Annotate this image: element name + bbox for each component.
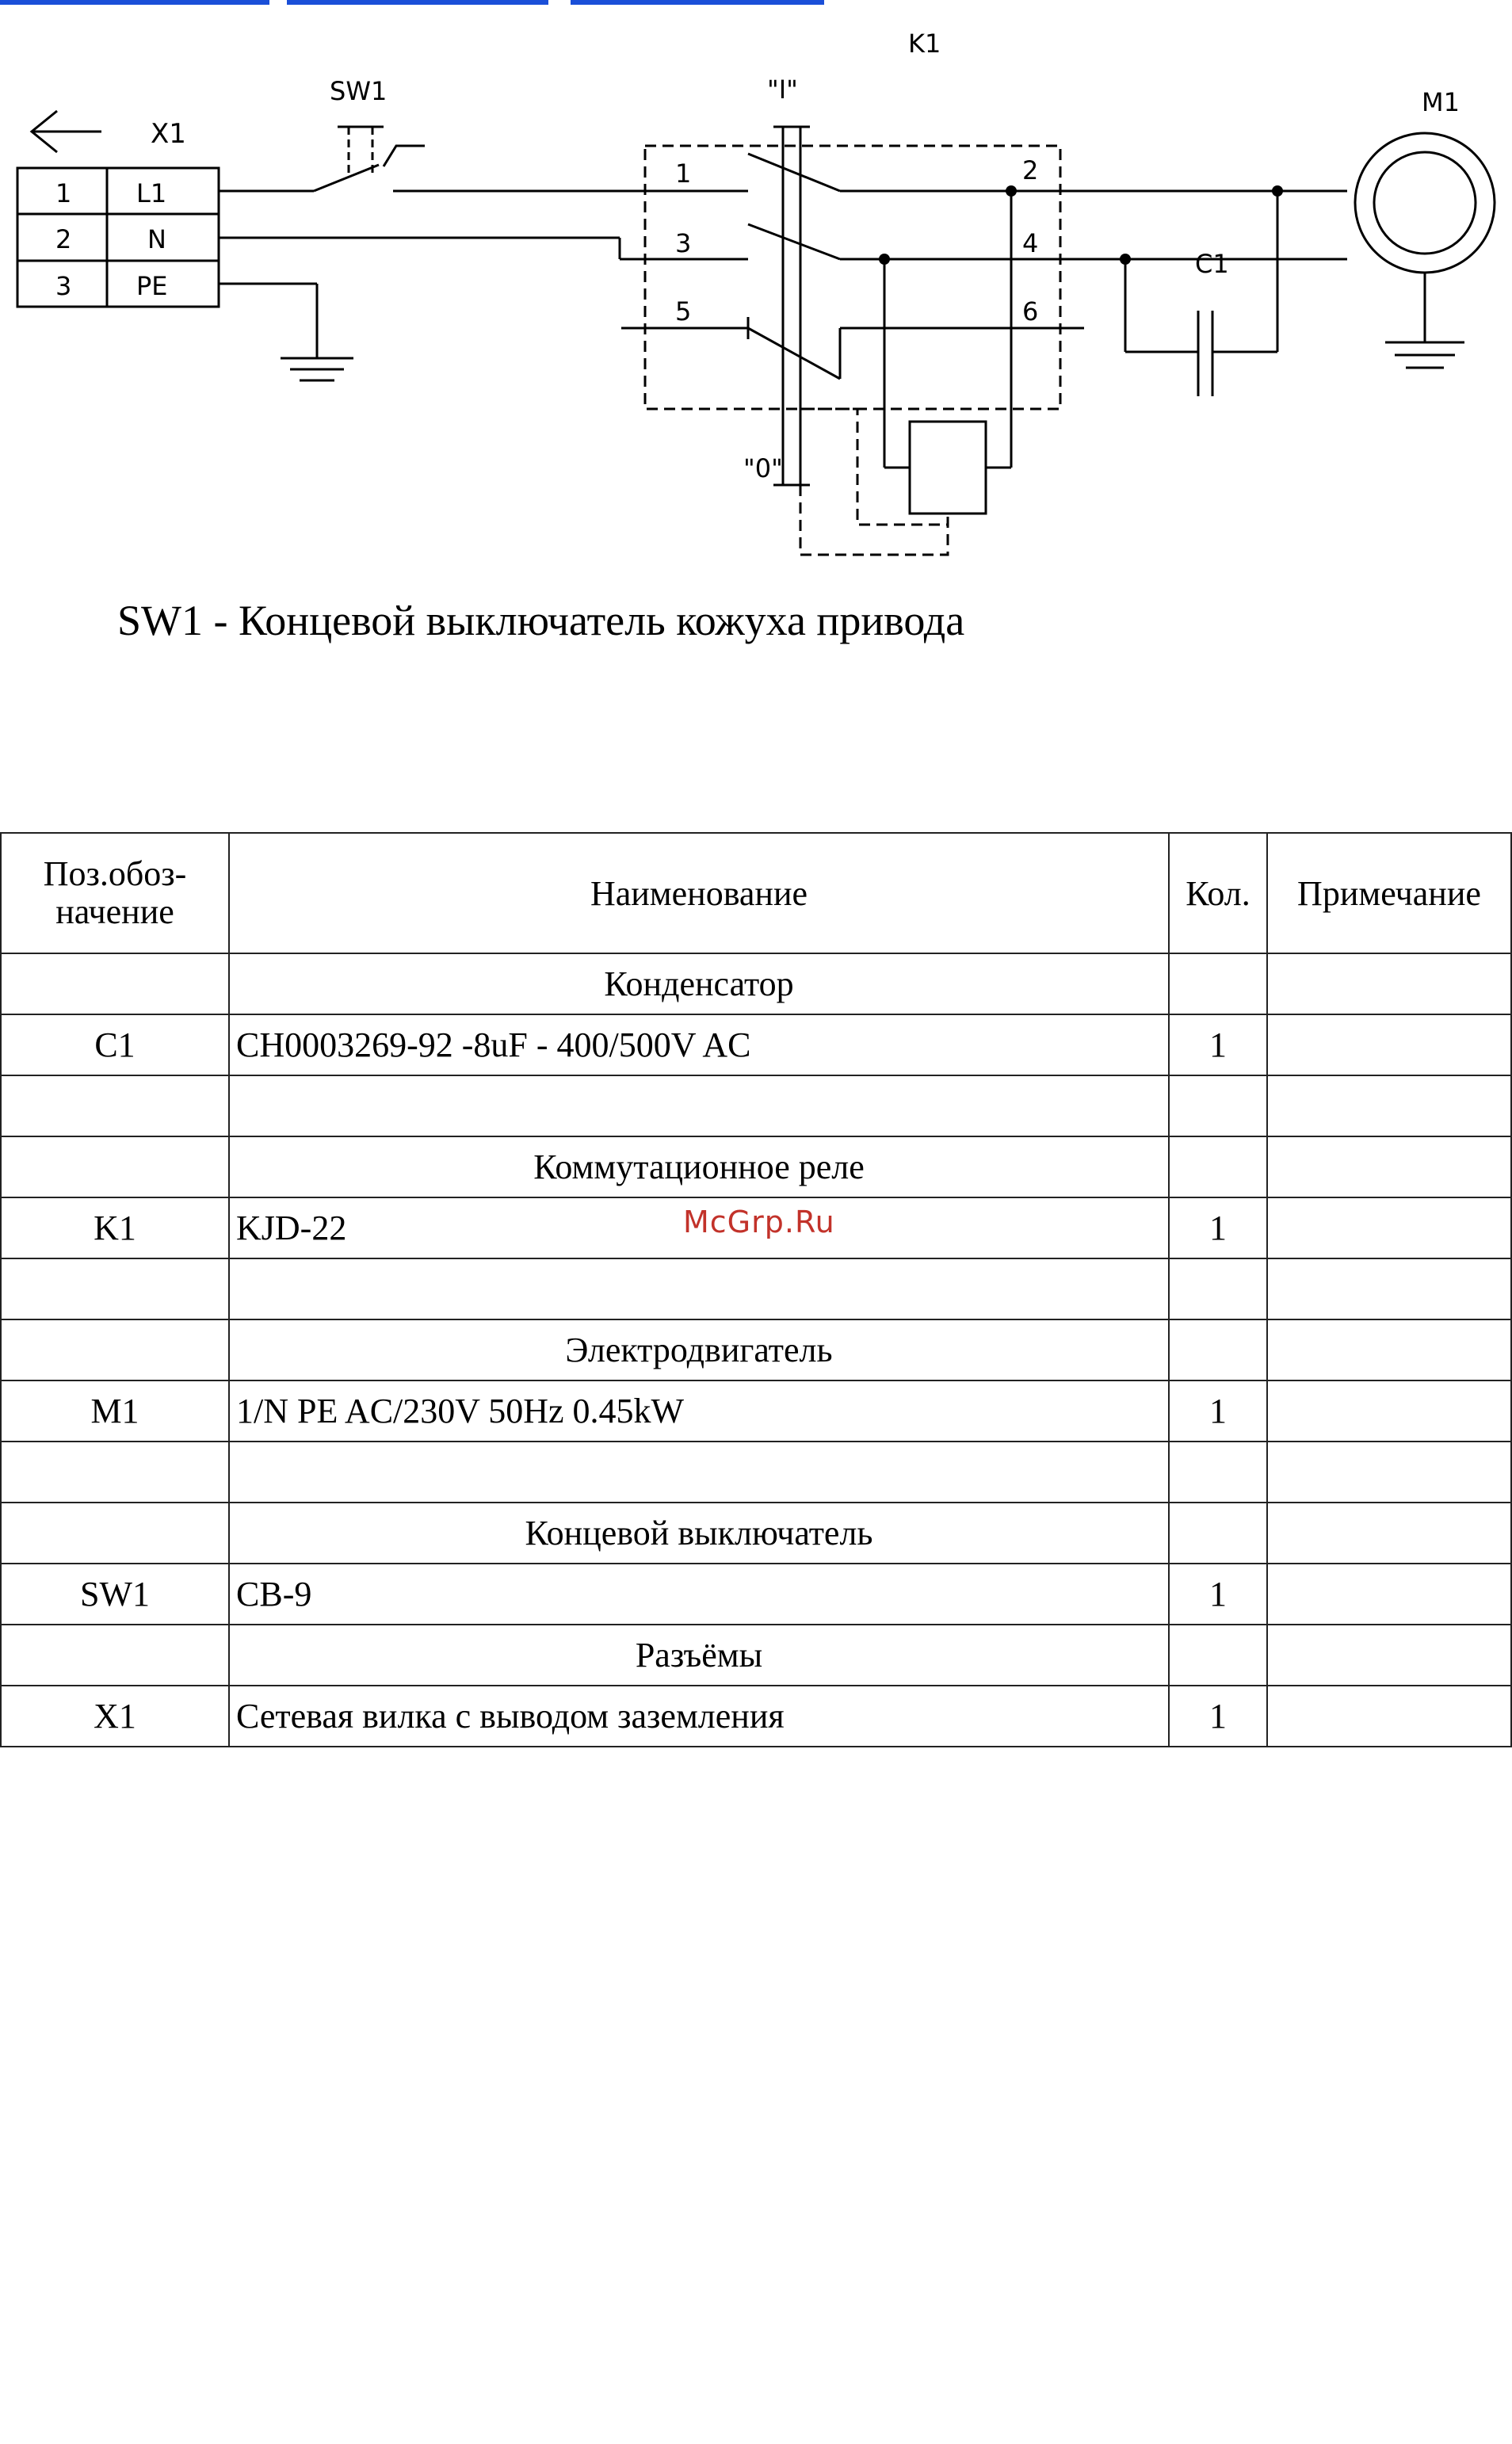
cell-name xyxy=(229,1258,1169,1319)
cell-name: Коммутационное реле xyxy=(229,1136,1169,1197)
switch-label: SW1 xyxy=(330,76,388,106)
table-row xyxy=(1,1014,1511,1075)
relay-on-label: "I" xyxy=(767,74,798,105)
cell-name: KJD-22 xyxy=(229,1197,1169,1258)
cell-qty: 1 xyxy=(1169,1686,1267,1747)
terminal-1: 1 xyxy=(675,158,692,189)
motor-inner xyxy=(1374,152,1476,254)
table-row xyxy=(1,1564,1511,1625)
cell-name xyxy=(229,1442,1169,1503)
cell-position xyxy=(1,1319,229,1380)
relay-coil xyxy=(910,422,986,514)
cell-position: C1 xyxy=(1,1014,229,1075)
cell-qty xyxy=(1169,953,1267,1014)
cell-qty xyxy=(1169,1075,1267,1136)
cell-qty xyxy=(1169,1319,1267,1380)
wiring-diagram xyxy=(0,0,1512,682)
terminal-4: 4 xyxy=(1022,228,1039,258)
table-group-row xyxy=(1,1319,1511,1380)
cell-note xyxy=(1267,1686,1511,1747)
cell-note xyxy=(1267,953,1511,1014)
cell-position: X1 xyxy=(1,1686,229,1747)
cell-name: Сетевая вилка с выводом заземления xyxy=(229,1686,1169,1747)
cell-note xyxy=(1267,1136,1511,1197)
cell-qty xyxy=(1169,1136,1267,1197)
cell-name: CB-9 xyxy=(229,1564,1169,1625)
table-group-row xyxy=(1,1503,1511,1564)
relay-off-label: "0" xyxy=(743,453,783,483)
table-row xyxy=(1,1380,1511,1442)
header-name: Наименование xyxy=(229,833,1169,953)
cell-note xyxy=(1267,1014,1511,1075)
switch-blade xyxy=(314,165,379,191)
cell-position xyxy=(1,1503,229,1564)
header-qty: Кол. xyxy=(1169,833,1267,953)
cell-position: SW1 xyxy=(1,1564,229,1625)
watermark: McGrp.Ru xyxy=(683,1205,835,1239)
cell-name: CH0003269-92 -8uF - 400/500V AC xyxy=(229,1014,1169,1075)
connector-pin-3-name: PE xyxy=(136,271,168,301)
table-group-row xyxy=(1,1136,1511,1197)
table-header-row xyxy=(1,833,1511,953)
cell-note xyxy=(1267,1319,1511,1380)
relay-box xyxy=(645,146,1060,409)
motor-outer xyxy=(1355,133,1495,273)
terminal-2: 2 xyxy=(1022,155,1039,185)
cell-position xyxy=(1,1625,229,1686)
table-group-row xyxy=(1,1625,1511,1686)
cell-name: Концевой выключатель xyxy=(229,1503,1169,1564)
table-blank-row xyxy=(1,1442,1511,1503)
bill-of-materials-table xyxy=(0,832,1512,1747)
cell-note xyxy=(1267,1258,1511,1319)
header-position xyxy=(1,833,229,953)
table-blank-row xyxy=(1,1258,1511,1319)
cell-position xyxy=(1,1136,229,1197)
connector-pin-2: 2 xyxy=(55,224,72,254)
cell-name xyxy=(229,1075,1169,1136)
connector-outline xyxy=(17,168,219,307)
cell-name: Конденсатор xyxy=(229,953,1169,1014)
cell-name: 1/N PE AC/230V 50Hz 0.45kW xyxy=(229,1380,1169,1442)
cell-qty xyxy=(1169,1442,1267,1503)
table-blank-row xyxy=(1,1075,1511,1136)
terminal-3: 3 xyxy=(675,228,692,258)
relay-label: K1 xyxy=(908,29,941,59)
cell-note xyxy=(1267,1625,1511,1686)
cell-note xyxy=(1267,1442,1511,1503)
cell-name: Электродвигатель xyxy=(229,1319,1169,1380)
header-position-line2: начение xyxy=(55,892,174,931)
cell-qty: 1 xyxy=(1169,1014,1267,1075)
connector-pin-2-name: N xyxy=(147,224,166,254)
cell-position: M1 xyxy=(1,1380,229,1442)
cell-note xyxy=(1267,1075,1511,1136)
connector-pin-1-name: L1 xyxy=(136,178,167,208)
connector-label: X1 xyxy=(151,118,186,150)
cell-position xyxy=(1,953,229,1014)
capacitor-label: C1 xyxy=(1195,249,1229,279)
header-note: Примечание xyxy=(1267,833,1511,953)
connector-pin-1: 1 xyxy=(55,178,72,208)
cell-note xyxy=(1267,1503,1511,1564)
cell-note xyxy=(1267,1380,1511,1442)
cell-qty xyxy=(1169,1503,1267,1564)
cell-name: Разъёмы xyxy=(229,1625,1169,1686)
cell-qty: 1 xyxy=(1169,1380,1267,1442)
cell-qty xyxy=(1169,1625,1267,1686)
terminal-6: 6 xyxy=(1022,296,1039,327)
terminal-5: 5 xyxy=(675,296,692,327)
cell-note xyxy=(1267,1564,1511,1625)
table-row xyxy=(1,1686,1511,1747)
cell-position xyxy=(1,1442,229,1503)
cell-qty: 1 xyxy=(1169,1197,1267,1258)
header-position-line1: Поз.обоз- xyxy=(43,854,187,893)
table-group-row xyxy=(1,953,1511,1014)
cell-position xyxy=(1,1258,229,1319)
cell-position: K1 xyxy=(1,1197,229,1258)
motor-label: M1 xyxy=(1422,87,1460,117)
diagram-caption: SW1 - Концевой выключатель кожуха привода xyxy=(117,597,965,644)
cell-note xyxy=(1267,1197,1511,1258)
cell-position xyxy=(1,1075,229,1136)
cell-qty xyxy=(1169,1258,1267,1319)
cell-qty: 1 xyxy=(1169,1564,1267,1625)
connector-pin-3: 3 xyxy=(55,271,72,301)
